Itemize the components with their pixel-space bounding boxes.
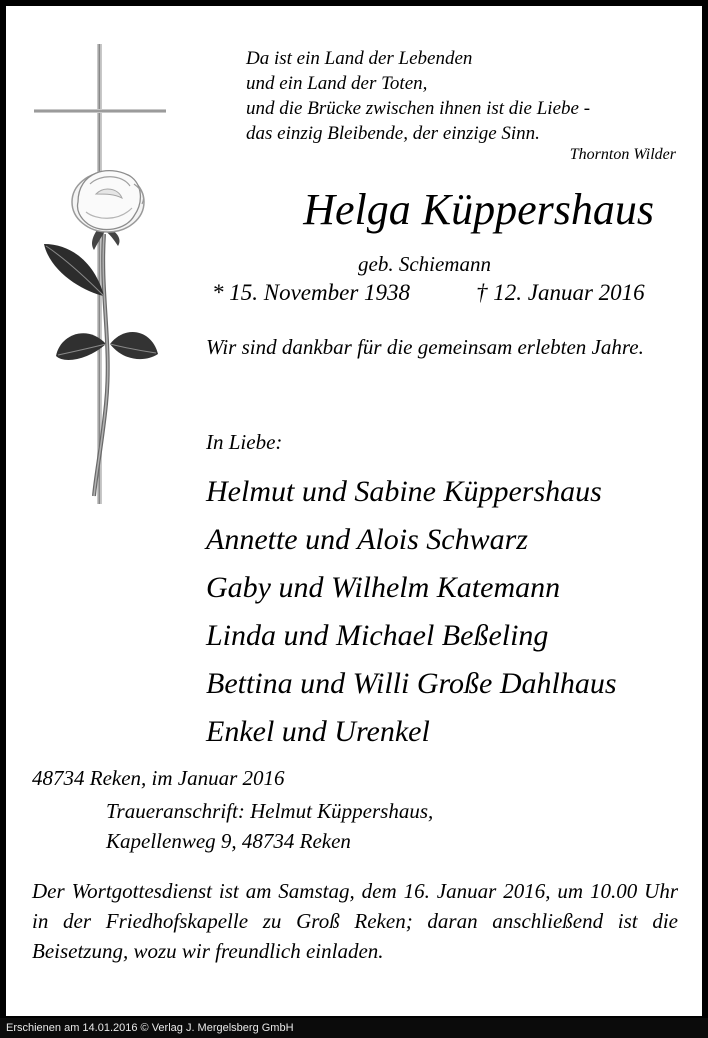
quote-line: das einzig Bleibende, der einzige Sinn.	[246, 123, 540, 144]
quote-line: und ein Land der Toten,	[246, 73, 428, 94]
list-item: Helmut und Sabine Küppershaus	[206, 475, 602, 508]
birth-date: * 15. November 1938	[212, 280, 411, 305]
quote-line: Da ist ein Land der Lebenden	[246, 48, 473, 69]
mourning-address	[106, 796, 433, 856]
service-info: Der Wortgottesdienst ist am Samstag, dem 16. Januar 2016, um 10.00 Uhr in der Friedhofskapelle zu Groß Reken; daran anschließend ist die Beisetzung, wozu wir freundlich einladen.	[32, 879, 678, 963]
publication-footer: Erschienen am 14.01.2016 © Verlag J. Mergelsberg GmbH	[0, 1018, 708, 1038]
list-item: Linda und Michael Beßeling	[206, 619, 549, 652]
in-love-heading: In Liebe:	[206, 430, 283, 454]
list-item: Bettina und Willi Große Dahlhaus	[206, 667, 617, 700]
death-date: † 12. Januar 2016	[476, 280, 645, 305]
birth-name: geb. Schiemann	[358, 252, 491, 276]
quote-line: und die Brücke zwischen ihnen ist die Liebe -	[246, 98, 591, 119]
list-item: Annette und Alois Schwarz	[206, 523, 528, 556]
address-line: Kapellenweg 9, 48734 Reken	[106, 829, 351, 853]
cross-with-rose-icon	[34, 44, 184, 504]
place-date: 48734 Reken, im Januar 2016	[32, 766, 285, 790]
list-item: Enkel und Urenkel	[206, 715, 430, 748]
list-item: Gaby und Wilhelm Katemann	[206, 571, 561, 604]
deceased-name-text: Helga Küppershaus	[303, 185, 654, 234]
address-line: Traueranschrift: Helmut Küppershaus,	[106, 799, 434, 823]
mourners-list	[206, 468, 617, 756]
deceased-name	[6, 184, 654, 235]
obituary-notice	[6, 6, 702, 1016]
opening-quote	[246, 46, 590, 146]
quote-author: Thornton Wilder	[569, 146, 676, 163]
gratitude-text: Wir sind dankbar für die gemeinsam erlebten Jahre.	[206, 335, 644, 359]
